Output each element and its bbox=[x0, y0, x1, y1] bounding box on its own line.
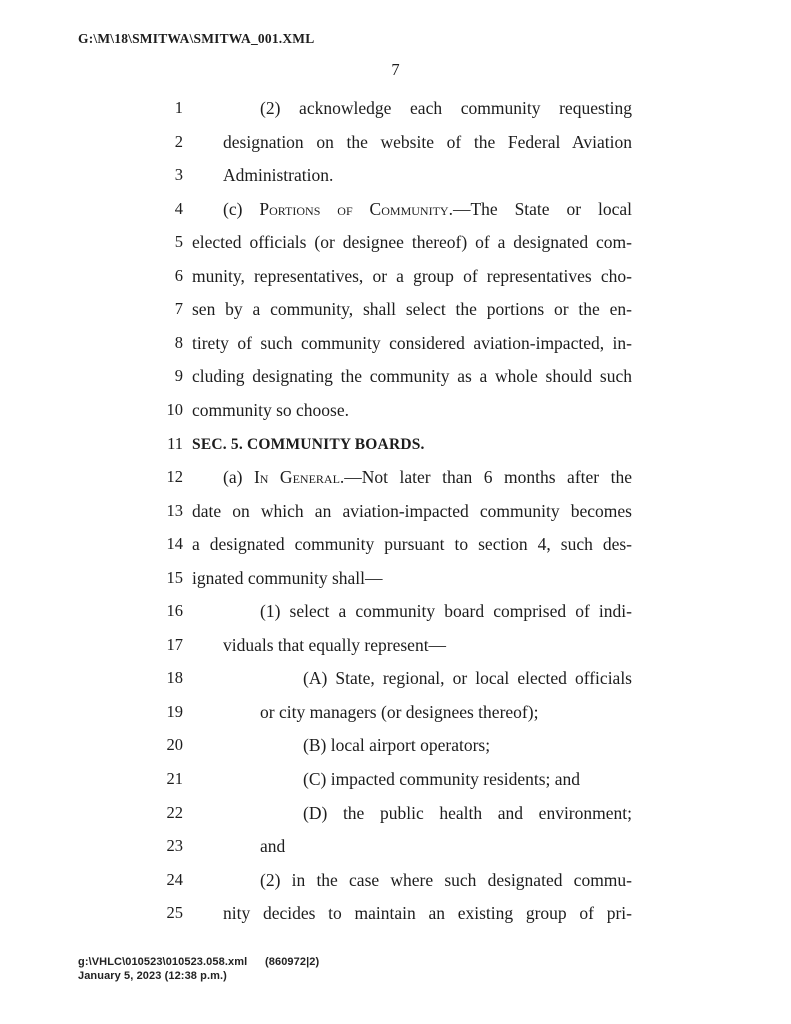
line-text bbox=[192, 398, 632, 422]
body-line bbox=[153, 767, 632, 801]
body-line bbox=[153, 633, 632, 667]
line-number: 7 bbox=[174, 299, 183, 319]
body-line bbox=[153, 566, 632, 600]
line-number: 22 bbox=[166, 802, 183, 822]
body-line bbox=[153, 264, 632, 298]
body-line bbox=[153, 364, 632, 398]
text-segment: elected officials (or designee thereof) of a designated com- bbox=[192, 232, 632, 253]
line-text bbox=[192, 331, 632, 355]
body-line bbox=[153, 432, 632, 466]
text-segment: viduals that equally represent— bbox=[223, 634, 447, 655]
text-segment: a designated community pursuant to section 4, such des- bbox=[192, 534, 632, 555]
line-text bbox=[223, 163, 632, 187]
line-number: 18 bbox=[166, 668, 183, 688]
line-number: 3 bbox=[174, 165, 183, 185]
text-segment: (1) select a community board comprised of indi- bbox=[260, 601, 632, 622]
text-segment: .—Not later than 6 months after the bbox=[339, 467, 632, 488]
line-number: 10 bbox=[166, 399, 183, 419]
body-line bbox=[153, 801, 632, 835]
body-line bbox=[153, 331, 632, 365]
body-line bbox=[153, 666, 632, 700]
body-line bbox=[153, 901, 632, 935]
line-text bbox=[260, 96, 632, 120]
line-number: 19 bbox=[166, 701, 183, 721]
body-line bbox=[153, 297, 632, 331]
header-file-path: G:\M\18\SMITWA\SMITWA_001.XML bbox=[78, 31, 315, 46]
line-text bbox=[260, 599, 632, 623]
text-segment: (c) bbox=[223, 198, 260, 219]
line-number: 15 bbox=[166, 567, 183, 587]
line-number: 16 bbox=[166, 601, 183, 621]
line-text bbox=[192, 230, 632, 254]
line-text bbox=[223, 465, 632, 489]
page-number: 7 bbox=[391, 60, 400, 79]
line-text bbox=[223, 633, 632, 657]
text-segment: (a) bbox=[223, 467, 254, 488]
body-line bbox=[153, 868, 632, 902]
text-segment: munity, representatives, or a group of representatives cho- bbox=[192, 265, 632, 286]
body-line bbox=[153, 599, 632, 633]
line-text bbox=[260, 700, 632, 724]
body-line bbox=[153, 197, 632, 231]
line-number: 13 bbox=[166, 500, 183, 520]
text-segment: sen by a community, shall select the portions or the en- bbox=[192, 299, 632, 320]
line-number: 21 bbox=[166, 769, 183, 788]
body-line bbox=[153, 96, 632, 130]
text-segment: (2) acknowledge each community requesting bbox=[260, 98, 632, 118]
text-segment: (A) State, regional, or local elected officials bbox=[303, 668, 632, 689]
body-line bbox=[153, 465, 632, 499]
footer-file-path: g:\VHLC\010523\010523.058.xml bbox=[78, 956, 248, 968]
body-line bbox=[153, 230, 632, 264]
small-caps-term: Portions of Community bbox=[259, 198, 449, 219]
line-text bbox=[303, 801, 632, 825]
line-number: 4 bbox=[174, 198, 183, 218]
line-text bbox=[223, 130, 632, 154]
line-number: 25 bbox=[166, 903, 183, 923]
text-segment: nity decides to maintain an existing group of pri- bbox=[223, 903, 632, 924]
line-number: 11 bbox=[167, 433, 183, 453]
line-number: 12 bbox=[166, 467, 183, 487]
text-segment: tirety of such community considered aviation-impacted, in- bbox=[192, 332, 632, 353]
line-text bbox=[192, 532, 632, 556]
body-line bbox=[153, 499, 632, 533]
text-segment: Administration. bbox=[223, 165, 334, 186]
small-caps-term: In General bbox=[253, 467, 340, 488]
text-segment: .—The State or local bbox=[448, 198, 632, 219]
footer-document-id: (860972|2) bbox=[265, 956, 320, 968]
text-segment: (B) local airport operators; bbox=[303, 735, 491, 756]
line-number: 24 bbox=[166, 869, 183, 889]
line-text bbox=[223, 197, 632, 221]
text-segment: community so choose. bbox=[192, 399, 349, 420]
line-number: 20 bbox=[166, 735, 183, 755]
line-text bbox=[303, 767, 632, 791]
line-text bbox=[303, 666, 632, 690]
body-line bbox=[153, 532, 632, 566]
line-number: 6 bbox=[174, 265, 183, 285]
text-segment: or city managers (or designees thereof); bbox=[260, 701, 539, 722]
line-number: 8 bbox=[174, 332, 183, 352]
line-text bbox=[260, 834, 632, 858]
body-lines bbox=[153, 96, 632, 941]
line-number: 17 bbox=[166, 634, 183, 654]
text-segment: SEC. 5. COMMUNITY BOARDS. bbox=[192, 435, 425, 453]
text-segment: date on which an aviation-impacted community becomes bbox=[192, 500, 632, 521]
text-segment: ignated community shall— bbox=[192, 567, 383, 588]
line-text bbox=[260, 868, 632, 892]
section-heading bbox=[192, 432, 632, 457]
text-segment: and bbox=[260, 836, 286, 857]
footer-timestamp: January 5, 2023 (12:38 p.m.) bbox=[78, 970, 227, 982]
body-line bbox=[153, 733, 632, 767]
line-text bbox=[192, 566, 632, 590]
line-number: 9 bbox=[174, 366, 183, 386]
line-text bbox=[192, 264, 632, 288]
body-line bbox=[153, 834, 632, 868]
text-segment: (2) in the case where such designated commu- bbox=[260, 869, 632, 890]
line-text bbox=[192, 297, 632, 321]
body-line bbox=[153, 163, 632, 197]
text-segment: (C) impacted community residents; and bbox=[303, 769, 581, 789]
text-segment: designation on the website of the Federal Aviation bbox=[223, 131, 632, 152]
body-line bbox=[153, 130, 632, 164]
text-segment: (D) the public health and environment; bbox=[303, 802, 632, 823]
line-text bbox=[223, 901, 632, 925]
line-number: 23 bbox=[166, 836, 183, 856]
body-line bbox=[153, 700, 632, 734]
line-text bbox=[192, 364, 632, 388]
line-number: 14 bbox=[166, 534, 183, 554]
text-segment: cluding designating the community as a whole should such bbox=[192, 366, 632, 387]
body-line bbox=[153, 398, 632, 432]
line-text bbox=[303, 733, 632, 757]
line-text bbox=[192, 499, 632, 523]
line-number: 1 bbox=[174, 98, 183, 117]
line-number: 5 bbox=[174, 232, 183, 252]
line-number: 2 bbox=[174, 131, 183, 151]
